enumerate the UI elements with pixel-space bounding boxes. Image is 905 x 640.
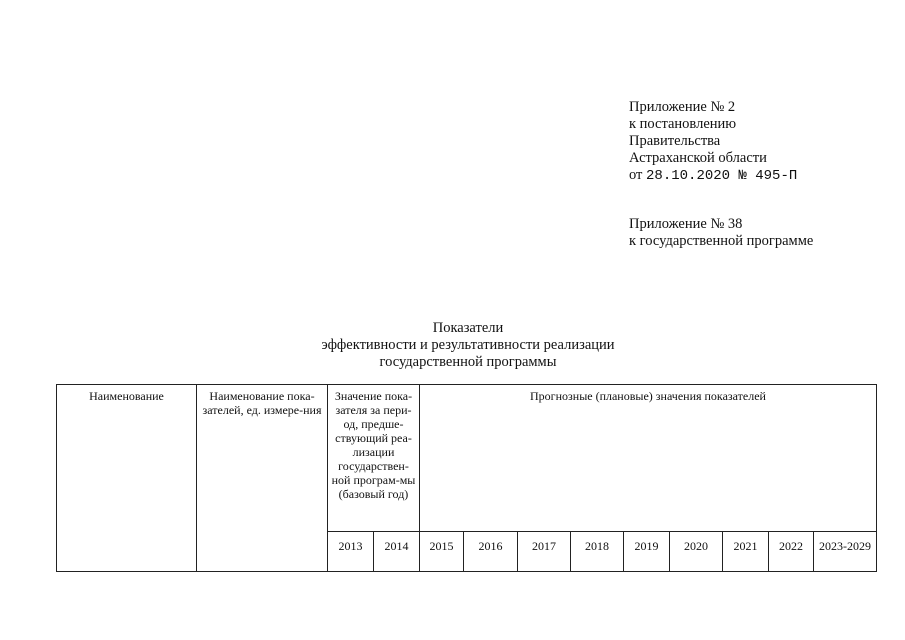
date-prefix: от — [629, 167, 643, 183]
appendix-38-line: к государственной программе — [629, 233, 814, 249]
year-cell: 2019 — [624, 532, 670, 572]
appendix-2-block — [629, 99, 797, 185]
document-title — [300, 320, 636, 371]
year-cell: 2020 — [670, 532, 723, 572]
year-cell: 2022 — [769, 532, 814, 572]
title-line: Показатели — [432, 320, 504, 336]
year-cell: 2017 — [518, 532, 571, 572]
header-forecast-cell: Прогнозные (плановые) значения показателей — [420, 385, 877, 532]
year-cell: 2016 — [464, 532, 518, 572]
header-base-cell: Значение пока-зателя за пери-од, предше-ствующий реа-лизации государствен-ной програм-мы (базовый год) — [328, 385, 420, 532]
appendix-2-line: к постановлению — [629, 116, 737, 132]
header-name-cell: Наименование — [57, 385, 197, 572]
year-cell: 2015 — [420, 532, 464, 572]
header-indicator-cell: Наименование пока-зателей, ед. измере-ния — [197, 385, 328, 572]
year-cell: 2021 — [723, 532, 769, 572]
indicators-table — [56, 384, 877, 572]
appendix-2-line: Правительства — [629, 133, 721, 149]
appendix-38-block — [629, 216, 813, 250]
year-cell: 2013 — [328, 532, 374, 572]
appendix-2-line: Приложение № 2 — [629, 99, 736, 115]
year-cell: 2014 — [374, 532, 420, 572]
year-cell: 2018 — [571, 532, 624, 572]
table-header-row — [57, 385, 877, 532]
year-cell: 2023-2029 — [814, 532, 877, 572]
appendix-2-date-line — [629, 167, 797, 185]
appendix-2-line: Астраханской области — [629, 150, 767, 166]
title-line: эффективности и результативности реализации — [321, 337, 615, 353]
appendix-38-line: Приложение № 38 — [629, 216, 743, 232]
date-stamp: 28.10.2020 № 495-П — [646, 168, 798, 184]
title-line: государственной программы — [379, 354, 557, 370]
